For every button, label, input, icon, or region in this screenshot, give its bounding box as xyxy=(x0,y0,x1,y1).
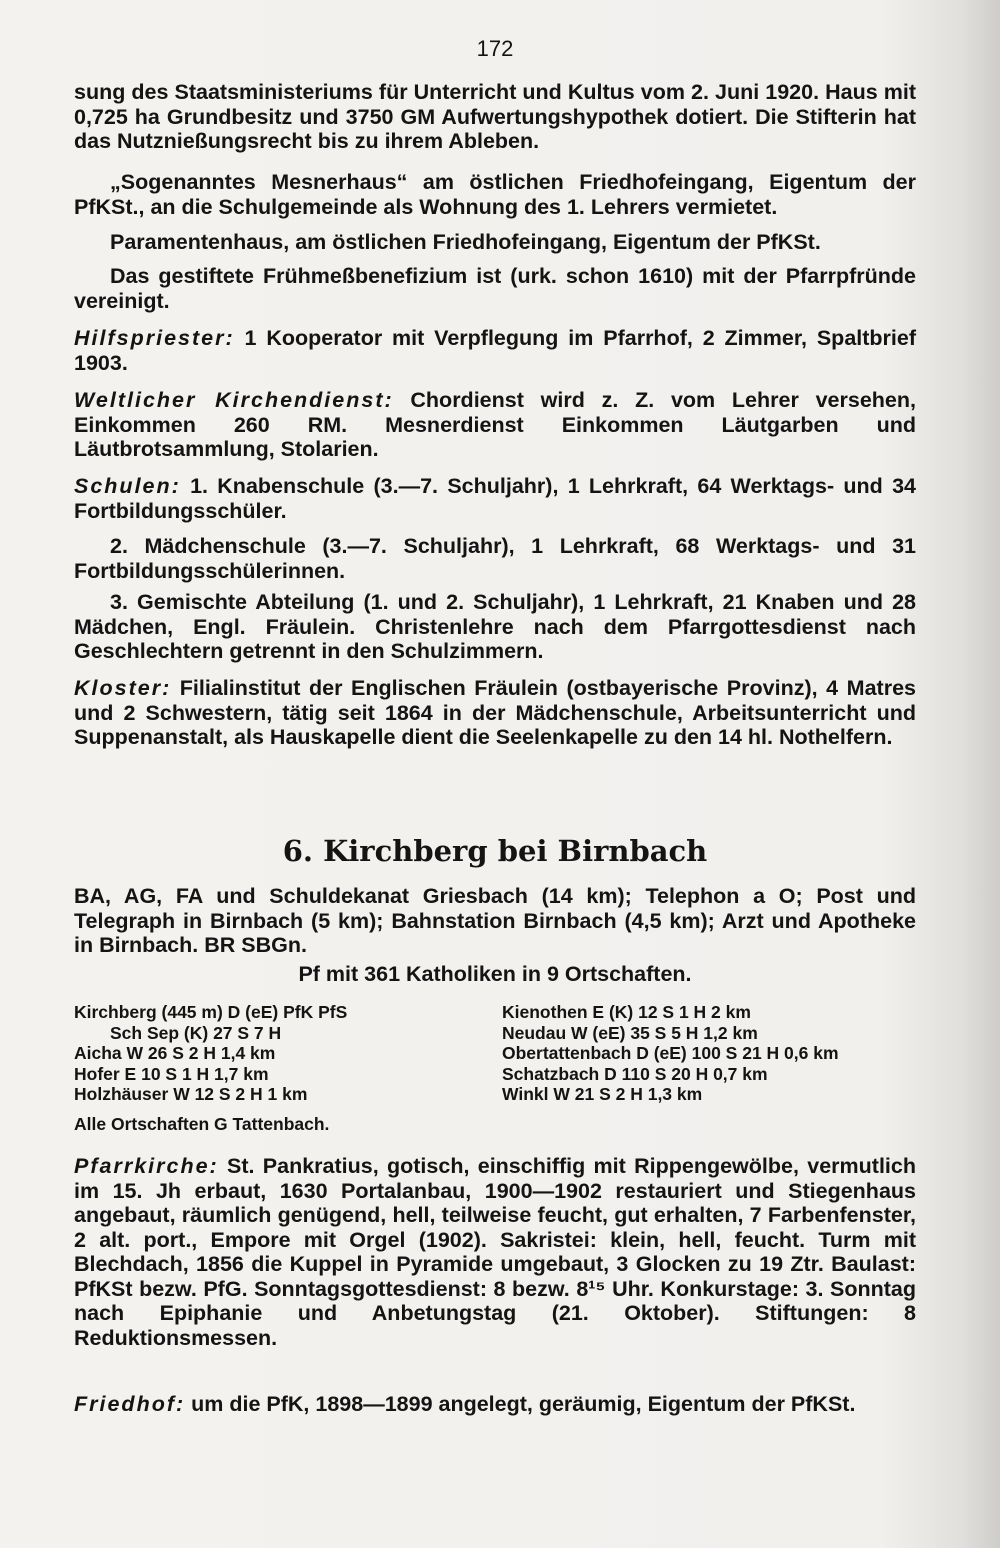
place-row: Sch Sep (K) 27 S 7 H xyxy=(110,1022,282,1043)
place-row: Hofer E 10 S 1 H 1,7 km xyxy=(74,1063,269,1084)
label-hilfspriester: Hilfspriester: xyxy=(74,326,235,350)
label-schulen: Schulen: xyxy=(74,474,181,498)
label-weltlicher-kirchendienst: Weltlicher Kirchendienst: xyxy=(74,388,394,412)
place-row: Kienothen E (K) 12 S 1 H 2 km xyxy=(502,1002,751,1022)
places-left-column xyxy=(74,1002,494,1105)
places-right-column xyxy=(502,1002,916,1105)
paragraph-gemischte-abteilung: 3. Gemischte Abteilung (1. und 2. Schuljahr), 1 Lehrkraft, 21 Knaben und 28 Mädchen, Engl. Fräulein. Christenlehre nach dem Pfarrgottesdienst nach Geschlechtern getrennt in den Schulzimmern. xyxy=(74,590,916,663)
paragraph-pf-line: Pf mit 361 Katholiken in 9 Ortschaften. xyxy=(298,962,692,986)
paragraph-kloster: Kloster: Filialinstitut der Englischen Fräulein (ostbayerische Provinz), 4 Matres und 2 Schwestern, tätig seit 1864 in der Mädchenschule, Arbeitsunterricht und Suppenanstalt, als Hauskapelle dient die Seelenkapelle zu den 14 hl. Nothelfern. xyxy=(74,676,916,749)
paragraph-friedhof: Friedhof: um die PfK, 1898—1899 angelegt, geräumig, Eigentum der PfKSt. xyxy=(74,1392,856,1416)
paragraph-hilfspriester: Hilfspriester: 1 Kooperator mit Verpflegung im Pfarrhof, 2 Zimmer, Spaltbrief 1903. xyxy=(74,326,916,375)
paragraph-maedchenschule: 2. Mädchenschule (3.—7. Schuljahr), 1 Lehrkraft, 68 Werktags- und 31 Fortbildungsschülerinnen. xyxy=(74,534,916,583)
paragraph-intro: BA, AG, FA und Schuldekanat Griesbach (14 km); Telephon a O; Post und Telegraph in Birnbach (5 km); Bahnstation Birnbach (4,5 km); Arzt und Apotheke in Birnbach. BR SBGn. xyxy=(74,884,916,957)
place-row: Holzhäuser W 12 S 2 H 1 km xyxy=(74,1084,308,1104)
paragraph-weltlicher-kirchendienst: Weltlicher Kirchendienst: Chordienst wird z. Z. vom Lehrer versehen, Einkommen 260 RM. Mesnerdienst Einkommen Läutgarben und Läutbrotsammlung, Stolarien. xyxy=(74,388,916,461)
paragraph-paramentenhaus: Paramentenhaus, am östlichen Friedhofeingang, Eigentum der PfKSt. xyxy=(110,230,821,254)
page-number: 172 xyxy=(476,36,514,61)
place-row: Neudau W (eE) 35 S 5 H 1,2 km xyxy=(502,1022,758,1043)
paragraph-pfarrkirche: Pfarrkirche: St. Pankratius, gotisch, einschiffig mit Rippengewölbe, vermutlich im 15. Jh erbaut, 1630 Portalanbau, 1900—1902 restauriert und Stiegenhaus angebaut, räumlich genügend, hell, teilweise feucht, gut erhalten, 7 Farbenfenster, 2 alt. port., Empore mit Orgel (1902). Sakristei: klein, hell, feucht. Turm mit Blechdach, 1856 die Kuppel in Pyramide umgebaut, 3 Glocken zu 19 Ztr. Baulast: PfKSt bezw. PfG. Sonntagsgottesdienst: 8 bezw. 8¹⁵ Uhr. Konkurstage: 3. Sonntag nach Epiphanie und Anbetungstag (21. Oktober). Stiftungen: 8 Reduktionsmessen. xyxy=(74,1154,916,1350)
paragraph-fruehmess: Das gestiftete Frühmeßbenefizium ist (urk. schon 1610) mit der Pfarrpfründe vereinigt. xyxy=(74,264,916,313)
paragraph-schulen: Schulen: 1. Knabenschule (3.—7. Schuljahr), 1 Lehrkraft, 64 Werktags- und 34 Fortbildungsschüler. xyxy=(74,474,916,523)
section-title: 6. Kirchberg bei Birnbach xyxy=(282,834,708,868)
place-row: Aicha W 26 S 2 H 1,4 km xyxy=(74,1043,276,1063)
place-row: Obertattenbach D (eE) 100 S 21 H 0,6 km xyxy=(502,1043,839,1063)
label-kloster: Kloster: xyxy=(74,676,172,700)
paragraph-alle-ortschaften: Alle Ortschaften G Tattenbach. xyxy=(74,1114,330,1134)
place-row: Winkl W 21 S 2 H 1,3 km xyxy=(502,1084,703,1104)
label-pfarrkirche: Pfarrkirche: xyxy=(74,1154,219,1178)
place-row: Kirchberg (445 m) D (eE) PfK PfS xyxy=(74,1002,348,1022)
paragraph-mesnerhaus: „Sogenanntes Mesnerhaus“ am östlichen Friedhofeingang, Eigentum der PfKSt., an die Schulgemeinde als Wohnung des 1. Lehrers vermietet. xyxy=(74,170,916,219)
place-row: Schatzbach D 110 S 20 H 0,7 km xyxy=(502,1063,768,1084)
label-friedhof: Friedhof: xyxy=(74,1392,186,1416)
paragraph-stiftung: sung des Staatsministeriums für Unterricht und Kultus vom 2. Juni 1920. Haus mit 0,725 ha Grundbesitz und 3750 GM Aufwertungshypothek dotiert. Die Stifterin hat das Nutznießungsrecht bis zu ihrem Ableben. xyxy=(74,80,916,153)
